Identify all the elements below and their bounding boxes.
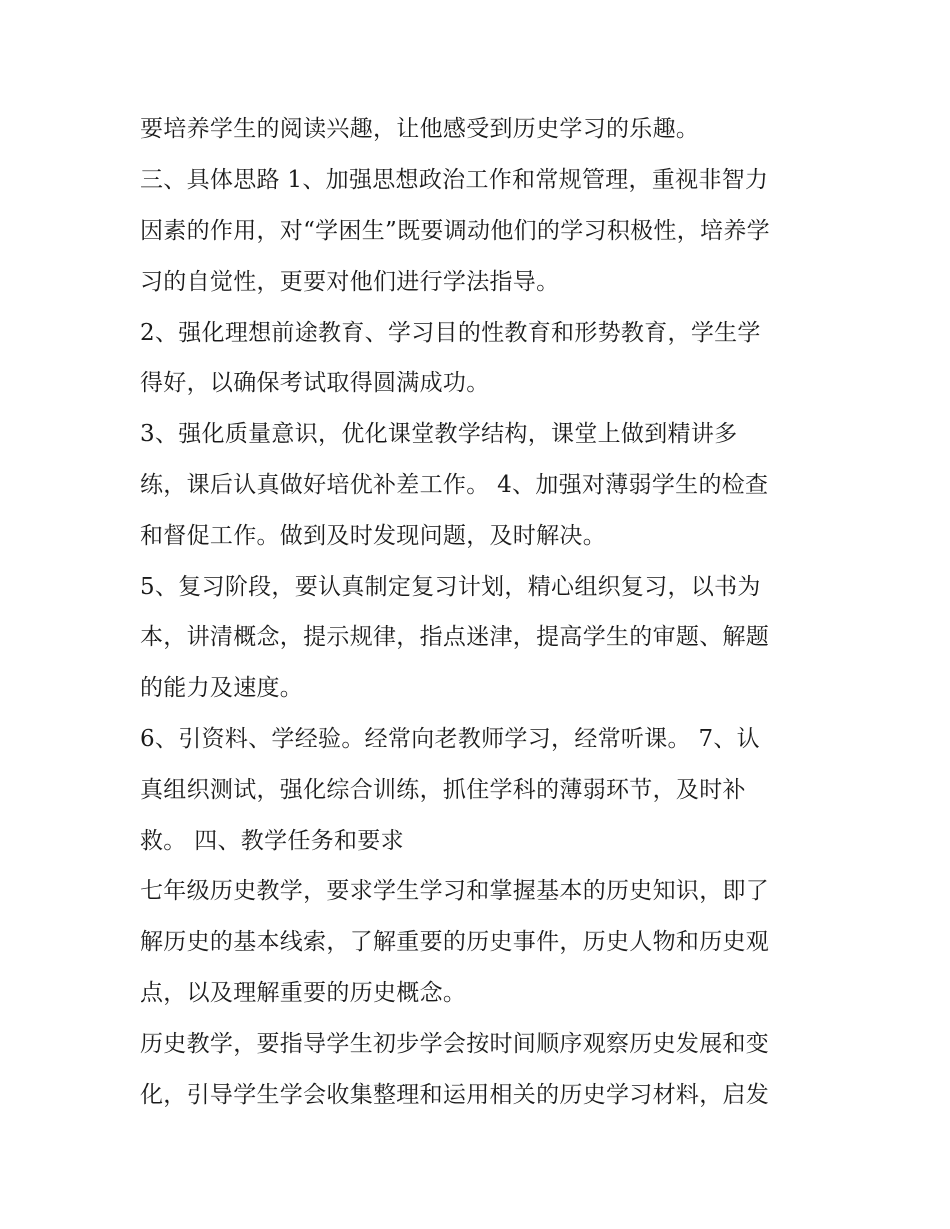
text-line: 点，以及理解重要的历史概念。 (140, 980, 467, 1006)
text-line: 习的自觉性，更要对他们进行学法指导。 (140, 269, 560, 295)
text-line: 3、强化质量意识，优化课堂教学结构，课堂上做到精讲多 (140, 421, 738, 447)
text-line: 要培养学生的阅读兴趣，让他感受到历史学习的乐趣。 (140, 116, 700, 142)
text-line: 历史教学，要指导学生初步学会按时间顺序观察历史发展和变 (140, 1031, 770, 1057)
text-line: 救。 四、教学任务和要求 (140, 828, 404, 854)
text-line: 练，课后认真做好培优补差工作。 4、加强对薄弱学生的检查 (140, 472, 769, 498)
text-line: 2、强化理想前途教育、学习目的性教育和形势教育，学生学 (140, 320, 761, 346)
text-line: 6、引资料、学经验。经常向老教师学习，经常听课。 7、认 (140, 726, 760, 752)
text-line: 的能力及速度。 (140, 675, 304, 701)
text-line: 七年级历史教学，要求学生学习和掌握基本的历史知识，即了 (140, 878, 770, 904)
text-line: 三、具体思路 1、加强思想政治工作和常规管理，重视非智力 (140, 167, 769, 193)
text-line: 和督促工作。做到及时发现问题，及时解决。 (140, 523, 606, 549)
text-line: 化，引导学生学会收集整理和运用相关的历史学习材料，启发 (140, 1082, 770, 1108)
text-line: 本，讲清概念，提示规律，指点迷津，提高学生的审题、解题 (140, 624, 770, 650)
text-line: 得好，以确保考试取得圆满成功。 (140, 370, 490, 396)
text-line: 5、复习阶段，要认真制定复习计划，精心组织复习，以书为 (140, 574, 761, 600)
text-line: 因素的作用，对“学困生”既要调动他们的学习积极性，培养学 (140, 218, 770, 244)
text-line: 真组织测试，强化综合训练，抓住学科的薄弱环节，及时补 (140, 777, 746, 803)
text-line: 解历史的基本线索，了解重要的历史事件，历史人物和历史观 (140, 929, 770, 955)
